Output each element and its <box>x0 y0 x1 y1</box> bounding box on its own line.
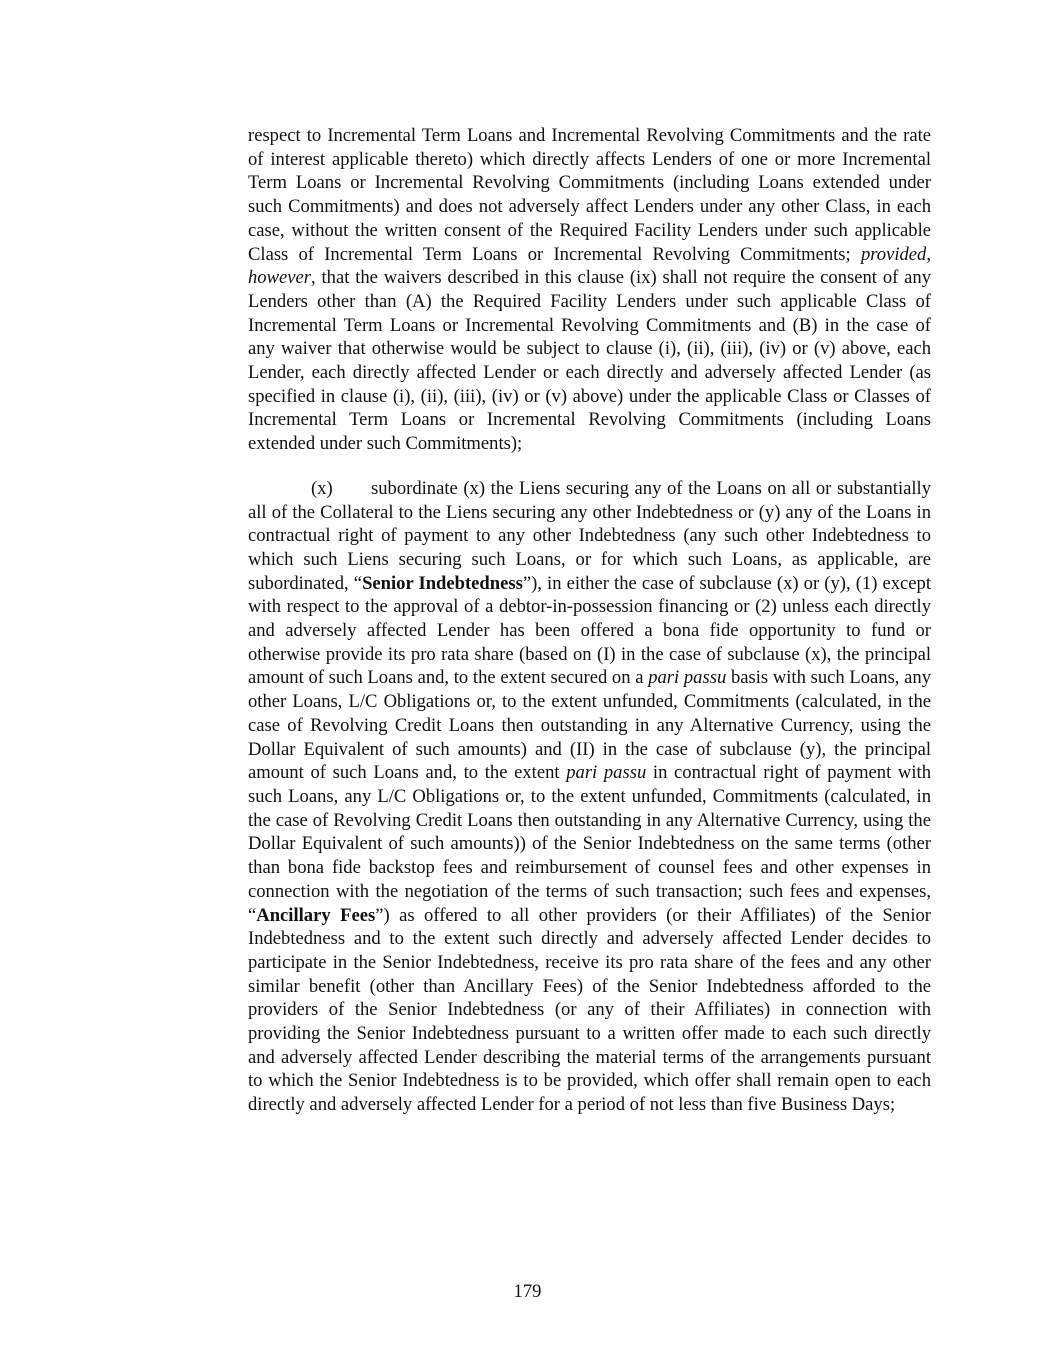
page-number: 179 <box>513 1281 542 1302</box>
text-run: ”), in either the case of subclause (x) or (y), (1) except with respect to the approval of a debtor-in-possession financing or (2) unless each directly and adversely affected Lender has been offered a bona fide opportunity to fund or otherwise provide its pro rata share (based on (I) in the case of subclause (x), the principal amount of such Loans and, to the extent secured on a <box>248 572 931 689</box>
paragraph-clause-x <box>248 477 931 1117</box>
italic-term-pari-passu: pari passu <box>566 762 647 784</box>
italic-term-pari-passu: pari passu <box>648 667 727 689</box>
text-run: ”) as offered to all other providers (or their Affiliates) of the Senior Indebtedness and to the extent such directly and adversely affected Lender decides to participate in the Senior Indebtedness, receive its pro rata share of the fees and any other similar benefit (other than Ancillary Fees) of the Senior Indebtedness afforded to the providers of the Senior Indebtedness (or any of their Affiliates) in connection with providing the Senior Indebtedness pursuant to a written offer made to each such directly and adversely affected Lender describing the material terms of the arrangements pursuant to which the Senior Indebtedness is to be provided, which offer shall remain open to each directly and adversely affected Lender for a period of not less than five Business Days; <box>248 904 931 1116</box>
text-run: , that the waivers described in this clause (ix) shall not require the consent of any Lenders other than (A) the Required Facility Lenders under such applicable Class of Incremental Term Loans or Incremental Revolving Commitments and (B) in the case of any waiver that otherwise would be subject to clause (i), (ii), (iii), (iv) or (v) above, each Lender, each directly affected Lender or each directly and adversely affected Lender (as specified in clause (i), (ii), (iii), (iv) or (v) above) under the applicable Class or Classes of Incremental Term Loans or Incremental Revolving Commitments (including Loans extended under such Commitments); <box>248 267 931 455</box>
italic-term-provided: provided <box>860 243 927 265</box>
text-run: respect to Incremental Term Loans and Incremental Revolving Commitments and the rate of interest applicable thereto) which directly affects Lenders of one or more Incremental Term Loans or Incremental Revolving Commitments (including Loans extended under such Commitments) and does not adversely affect Lenders under any other Class, in each case, without the written consent of the Required Facility Lenders under such applicable Class of Incremental Term Loans or Incremental Revolving Commitments; <box>248 125 931 265</box>
paragraph-clause-ix-continuation <box>248 124 931 456</box>
clause-label: (x) <box>311 477 333 499</box>
defined-term-senior-indebtedness: Senior Indebtedness <box>362 572 523 594</box>
document-body <box>248 124 931 1117</box>
text-run: basis with such Loans, any other Loans, L/C Obligations or, to the extent unfunded, Commitments (calculated, in the case of Revolving Credit Loans then outstanding in any Alternative Currency, using the Dollar Equivalent of such amounts) and (II) in the case of subclause (y), the principal amount of such Loans and, to the extent <box>248 667 931 784</box>
text-run: in contractual right of payment with such Loans, any L/C Obligations or, to the extent unfunded, Commitments (calculated, in the case of Revolving Credit Loans then outstanding in any Alternative Currency, using the Dollar Equivalent of such amounts)) of the Senior Indebtedness on the same terms (other than bona fide backstop fees and reimbursement of counsel fees and other expenses in connection with the negotiation of the terms of such transaction; such fees and expenses, “ <box>248 762 931 926</box>
text-run: , <box>926 243 931 265</box>
italic-term-however: however <box>248 267 311 289</box>
defined-term-ancillary-fees: Ancillary Fees <box>256 904 376 926</box>
text-run: subordinate (x) the Liens securing any of the Loans on all or substantially all of the Collateral to the Liens securing any other Indebtedness or (y) any of the Loans in contractual right of payment to any other Indebtedness (any such other Indebtedness to which such Liens securing such Loans, or for which such Loans, as applicable, are subordinated, “ <box>248 477 931 594</box>
